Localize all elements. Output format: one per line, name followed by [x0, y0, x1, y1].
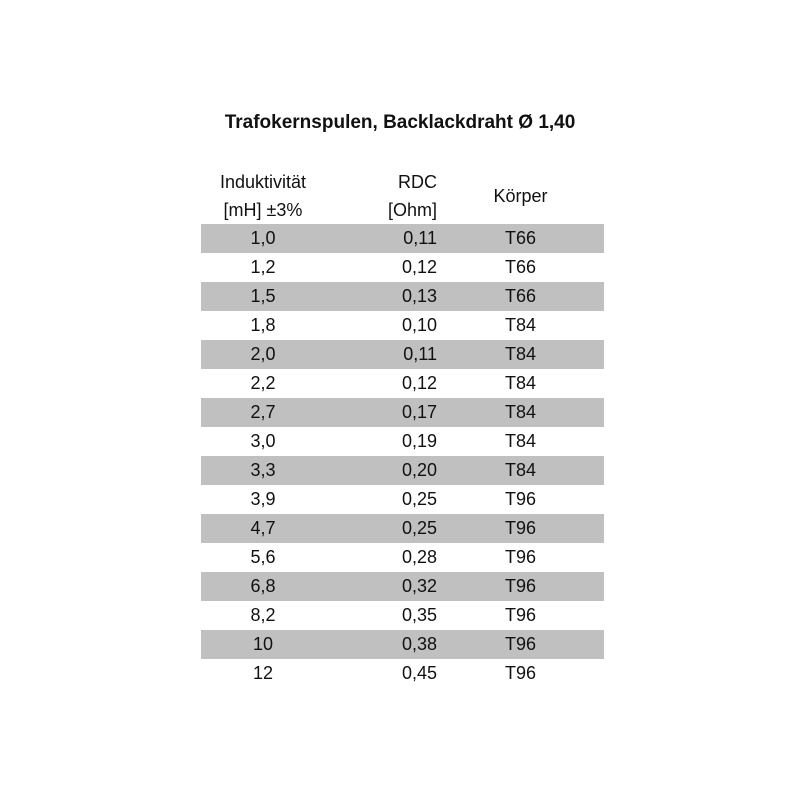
table-row [201, 224, 604, 253]
header-inductance-label: Induktivität [219, 172, 307, 192]
table-row [201, 282, 604, 311]
table-row [201, 543, 604, 572]
rdc-cell: 0,32 [401, 576, 437, 596]
inductance-cell: 1,8 [250, 315, 276, 335]
body-cell: T84 [504, 373, 537, 393]
table-row [201, 427, 604, 456]
inductance-cell: 10 [252, 634, 274, 654]
header-rdc-label: RDC [398, 172, 437, 192]
inductance-cell: 3,0 [250, 431, 276, 451]
body-cell: T66 [504, 228, 537, 248]
inductance-cell: 3,3 [250, 460, 276, 480]
inductance-cell: 4,7 [250, 518, 276, 538]
rdc-cell: 0,38 [401, 634, 437, 654]
table-row [201, 253, 604, 282]
inductance-cell: 6,8 [250, 576, 276, 596]
table-row [201, 369, 604, 398]
inductance-cell: 5,6 [250, 547, 276, 567]
table-body [201, 224, 604, 688]
table-row [201, 659, 604, 688]
header-rdc-unit: [Ohm] [387, 200, 437, 220]
body-cell: T96 [504, 547, 537, 567]
rdc-cell: 0,25 [401, 518, 437, 538]
table-row [201, 311, 604, 340]
table-row [201, 514, 604, 543]
header-rdc [325, 168, 437, 224]
rdc-cell: 0,35 [401, 605, 437, 625]
body-cell: T96 [504, 634, 537, 654]
body-cell: T84 [504, 344, 537, 364]
inductance-cell: 12 [252, 663, 274, 683]
rdc-cell: 0,28 [401, 547, 437, 567]
body-cell: T96 [504, 576, 537, 596]
table-row [201, 456, 604, 485]
rdc-cell: 0,45 [401, 663, 437, 683]
inductance-cell: 1,0 [250, 228, 276, 248]
body-cell: T96 [504, 489, 537, 509]
body-cell: T96 [504, 605, 537, 625]
body-cell: T66 [504, 257, 537, 277]
table-header [201, 168, 604, 224]
rdc-cell: 0,11 [403, 228, 437, 248]
rdc-cell: 0,25 [401, 489, 437, 509]
header-inductance-unit: [mH] ±3% [223, 200, 303, 220]
rdc-cell: 0,20 [401, 460, 437, 480]
rdc-cell: 0,19 [401, 431, 437, 451]
table-row [201, 630, 604, 659]
body-cell: T84 [504, 402, 537, 422]
rdc-cell: 0,13 [401, 286, 437, 306]
inductance-cell: 2,2 [250, 373, 276, 393]
rdc-cell: 0,11 [403, 344, 437, 364]
inductance-cell: 1,2 [250, 257, 276, 277]
body-cell: T84 [504, 431, 537, 451]
document-title: Trafokernspulen, Backlackdraht Ø 1,40 [224, 112, 576, 133]
body-cell: T84 [504, 460, 537, 480]
rdc-cell: 0,12 [401, 257, 437, 277]
inductance-cell: 8,2 [250, 605, 276, 625]
body-cell: T66 [504, 286, 537, 306]
rdc-cell: 0,10 [401, 315, 437, 335]
inductance-cell: 3,9 [250, 489, 276, 509]
rdc-cell: 0,17 [401, 402, 437, 422]
body-cell: T96 [504, 663, 537, 683]
rdc-cell: 0,12 [401, 373, 437, 393]
inductance-cell: 2,0 [250, 344, 276, 364]
table-row [201, 572, 604, 601]
inductance-cell: 2,7 [250, 402, 276, 422]
table-row [201, 485, 604, 514]
table-row [201, 601, 604, 630]
table-row [201, 340, 604, 369]
table-row [201, 398, 604, 427]
header-inductance [201, 168, 325, 224]
body-cell: T84 [504, 315, 537, 335]
inductance-cell: 1,5 [250, 286, 276, 306]
body-cell: T96 [504, 518, 537, 538]
header-body: Körper [493, 186, 548, 206]
